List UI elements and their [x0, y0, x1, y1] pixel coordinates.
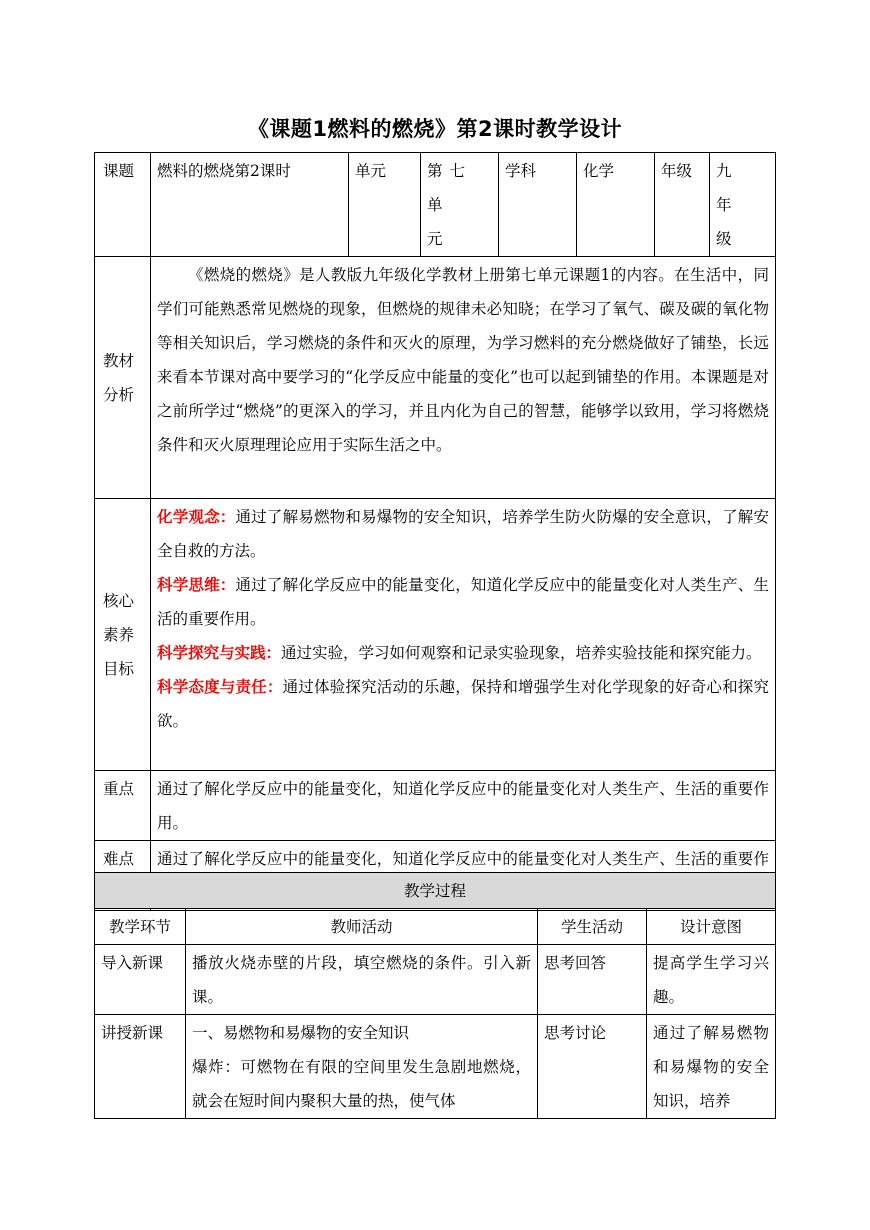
- key-point-text: 通过了解化学反应中的能量变化，知道化学反应中的能量变化对人类生产、生活的重要作用。: [151, 771, 776, 841]
- literacy-item: [157, 500, 769, 568]
- process-columns-row: [95, 909, 776, 945]
- column-header-intent: 设计意图: [647, 909, 776, 945]
- topic-value: 燃料的燃烧第2课时: [151, 153, 349, 257]
- info-row: [95, 153, 776, 257]
- grade-value: [710, 153, 776, 257]
- subject-label: 学科: [499, 153, 577, 257]
- literacy-label-line3: 目标: [103, 660, 135, 678]
- stage-cell: 讲授新课: [95, 1015, 186, 1119]
- analysis-text: 《燃烧的燃烧》是人教版九年级化学教材上册第七单元课题1的内容。在生活中，同学们可能熟悉常见燃烧的现象，但燃烧的规律未必知晓；在学习了氧气、碳及碳的氧化物等相关知识后，学习燃烧的条件和灭火的原理，为学习燃料的充分燃烧做好了铺垫，长远来看本节课对高中要学习的“化学反应中能量的变化”也可以起到铺垫的作用。本课题是对之前所学过“燃烧”的更深入的学习，并且内化为自己的智慧，能够学以致用，学习将燃烧条件和灭火原理理论应用于实际生活之中。: [151, 257, 776, 499]
- column-header-student: 学生活动: [538, 909, 647, 945]
- teacher-activity-line: 爆炸：可燃物在有限的空间里发生急剧地燃烧，就会在短时间内聚积大量的热，使气体: [192, 1058, 531, 1110]
- key-point-row: [95, 771, 776, 841]
- literacy-label: [95, 499, 151, 771]
- student-activity-cell: 思考讨论: [538, 1015, 647, 1119]
- difficulty-label: 难点: [95, 841, 151, 911]
- unit-label: 单元: [349, 153, 421, 257]
- analysis-label-line2: 分析: [103, 386, 135, 404]
- literacy-row: [95, 499, 776, 771]
- literacy-heading: 科学态度与责任：: [157, 677, 283, 696]
- literacy-text: 通过实验，学习如何观察和记录实验现象，培养实验技能和探究能力。: [281, 644, 762, 662]
- process-row: [95, 945, 776, 1015]
- literacy-content: [151, 499, 776, 771]
- design-intent-cell: 通过了解易燃物和易爆物的安全知识，培养: [647, 1015, 776, 1119]
- grade-value-line2: 级: [716, 230, 732, 248]
- literacy-text: 通过了解化学反应中的能量变化，知道化学反应中的能量变化对人类生产、生活的重要作用。: [157, 576, 769, 628]
- literacy-heading: 化学观念：: [157, 507, 236, 526]
- unit-value: [421, 153, 499, 257]
- teacher-activity-line: 一、易燃物和易爆物的安全知识: [192, 1024, 410, 1042]
- grade-value-line1: 九年: [716, 162, 751, 214]
- analysis-label: [95, 257, 151, 499]
- literacy-heading: 科学思维：: [157, 575, 236, 594]
- column-header-teacher: 教师活动: [186, 909, 538, 945]
- literacy-text: 通过体验探究活动的乐趣，保持和增强学生对化学现象的好奇心和探究欲。: [157, 678, 769, 730]
- lesson-info-table: [94, 152, 776, 911]
- literacy-item: [157, 670, 769, 738]
- unit-value-line1: 第七单: [427, 162, 472, 214]
- process-header: 教学过程: [95, 873, 776, 909]
- design-intent-cell: 提高学生学习兴趣。: [647, 945, 776, 1015]
- literacy-label-line2: 素养: [103, 626, 135, 644]
- literacy-heading: 科学探究与实践：: [157, 643, 282, 662]
- difficulty-text: 通过了解化学反应中的能量变化，知道化学反应中的能量变化对人类生产、生活的重要作: [151, 841, 776, 911]
- process-row: [95, 1015, 776, 1119]
- subject-value: 化学: [577, 153, 655, 257]
- unit-value-line2: 元: [427, 230, 443, 248]
- literacy-text: 通过了解易燃物和易爆物的安全知识，培养学生防火防爆的安全意识，了解安全自救的方法。: [157, 508, 769, 560]
- analysis-label-line1: 教材: [103, 352, 135, 370]
- stage-cell: 导入新课: [95, 945, 186, 1015]
- teacher-activity-cell: 播放火烧赤壁的片段，填空燃烧的条件。引入新课。: [186, 945, 538, 1015]
- literacy-item: [157, 636, 769, 670]
- analysis-row: [95, 257, 776, 499]
- column-header-stage: 教学环节: [95, 909, 186, 945]
- document-title: 《课题1燃料的燃烧》第2课时教学设计: [247, 117, 623, 141]
- topic-label: 课题: [95, 153, 151, 257]
- literacy-label-line1: 核心: [103, 592, 135, 610]
- teacher-activity-cell: [186, 1015, 538, 1119]
- key-point-label: 重点: [95, 771, 151, 841]
- process-header-row: [95, 873, 776, 909]
- grade-label: 年级: [655, 153, 710, 257]
- teaching-process-table: [94, 872, 776, 1119]
- student-activity-cell: 思考回答: [538, 945, 647, 1015]
- literacy-item: [157, 568, 769, 636]
